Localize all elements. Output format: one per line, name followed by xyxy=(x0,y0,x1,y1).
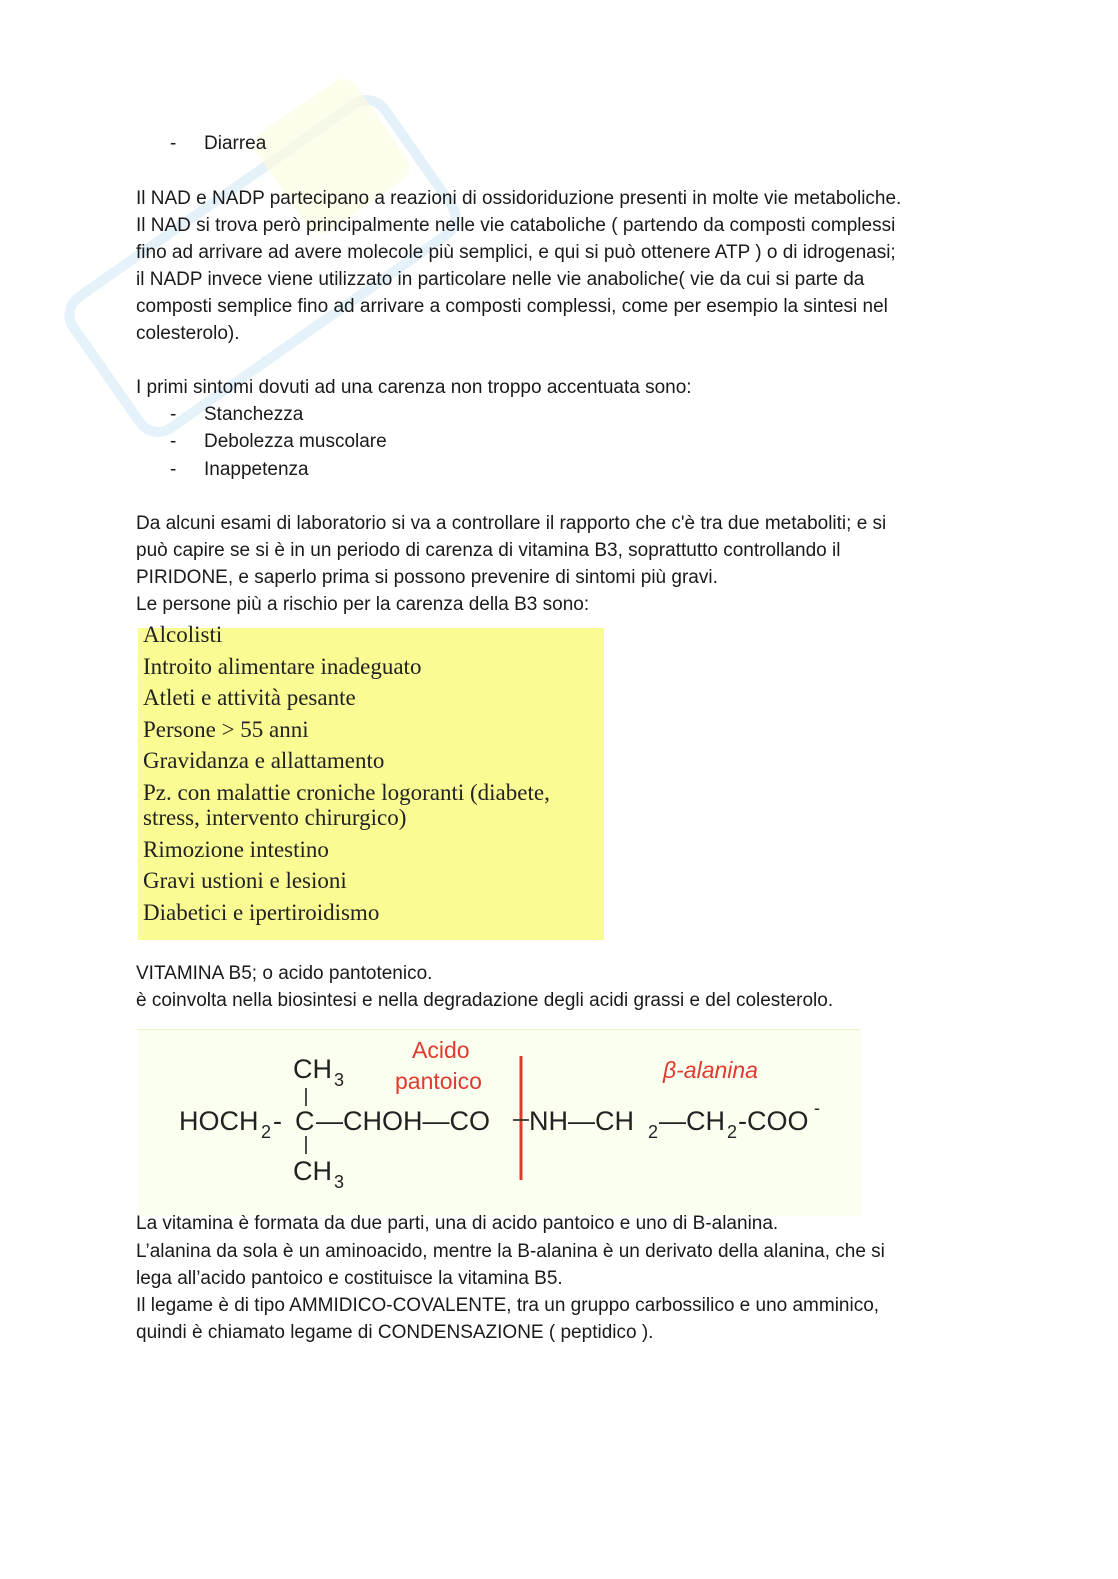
risk-item: Persone > 55 anni xyxy=(143,717,309,742)
ch2-sub-2: 2 xyxy=(727,1122,738,1142)
para-b5-line: Il legame è di tipo AMMIDICO-COVALENTE, tra un gruppo carbossilico e uno amminico, xyxy=(136,1295,880,1316)
risk-item: Alcolisti xyxy=(143,622,223,647)
b5-description: è coinvolta nella biosintesi e nella degradazione degli acidi grassi e del colesterolo. xyxy=(136,990,834,1011)
para-nad-line: il NADP invece viene utilizzato in particolare nelle vie anaboliche( vie da cui si parte da xyxy=(136,269,865,290)
chain-nhch: NH—CH xyxy=(529,1106,634,1136)
para-nad-line: Il NAD e NADP partecipano a reazioni di ossidoriduzione presenti in molte vie metaboliche. xyxy=(136,188,902,209)
ch3-bottom-sub: 3 xyxy=(334,1172,345,1192)
label-acido: Acido xyxy=(412,1037,470,1063)
pantothenic-acid-formula xyxy=(137,1029,861,1216)
hoch2-sub: 2 xyxy=(261,1122,272,1142)
risk-item: Gravi ustioni e lesioni xyxy=(143,868,347,893)
para-nad-line: composti semplice fino ad arrivare a composti complessi, come per esempio la sintesi nel xyxy=(136,296,888,317)
bullet-dash: - xyxy=(170,431,177,452)
risk-item: Gravidanza e allattamento xyxy=(143,748,385,773)
b5-heading: VITAMINA B5; o acido pantotenico. xyxy=(136,963,433,984)
risk-item: Introito alimentare inadeguato xyxy=(143,654,422,679)
para-lab-line: Le persone più a rischio per la carenza della B3 sono: xyxy=(136,594,590,615)
hoch2-group: HOCH xyxy=(179,1106,259,1136)
central-carbon: C xyxy=(295,1106,315,1136)
chain-chohco: —CHOH—CO xyxy=(316,1106,490,1136)
para-nad-line: fino ad arrivare ad avere molecole più semplici, e qui si può ottenere ATP ) o di idrogenasi; xyxy=(136,242,896,263)
symptom-item: Inappetenza xyxy=(204,459,309,480)
para-b5-line: lega all’acido pantoico e costituisce la vitamina B5. xyxy=(136,1268,563,1289)
ch3-bottom: CH xyxy=(293,1156,332,1186)
label-beta-alanina: β-alanina xyxy=(663,1057,758,1083)
para-lab-line: PIRIDONE, e saperlo prima si possono prevenire di sintomi più gravi. xyxy=(136,567,718,588)
symptom-item: Stanchezza xyxy=(204,404,304,425)
ch2-sub-1: 2 xyxy=(648,1122,659,1142)
risk-item: Diabetici e ipertiroidismo xyxy=(143,900,380,925)
para-b5-line: L’alanina da sola è un aminoacido, mentre la B-alanina è un derivato della alanina, che si xyxy=(136,1241,885,1262)
bond-dash: - xyxy=(273,1106,282,1136)
para-lab-line: può capire se si è in un periodo di carenza di vitamina B3, soprattutto controllando il xyxy=(136,540,841,561)
carboxylate: -COO xyxy=(738,1106,809,1136)
risk-item: stress, intervento chirurgico) xyxy=(143,805,407,830)
bullet-dash: - xyxy=(170,459,177,480)
charge-minus: - xyxy=(814,1098,820,1118)
para-lab-line: Da alcuni esami di laboratorio si va a controllare il rapporto che c'è tra due metaboliti; e si xyxy=(136,513,887,534)
label-pantoico: pantoico xyxy=(395,1068,482,1094)
risk-item: Pz. con malattie croniche logoranti (diabete, xyxy=(143,780,550,805)
para-b5-line: quindi è chiamato legame di CONDENSAZIONE ( peptidico ). xyxy=(136,1322,654,1343)
risk-item: Atleti e attività pesante xyxy=(143,685,356,710)
chain-ch2: —CH xyxy=(659,1106,725,1136)
ch3-top-sub: 3 xyxy=(334,1070,345,1090)
ch3-top: CH xyxy=(293,1054,332,1084)
risk-item: Rimozione intestino xyxy=(143,837,329,862)
symptom-item: Debolezza muscolare xyxy=(204,431,387,452)
para-b5-line: La vitamina è formata da due parti, una di acido pantoico e uno di B-alanina. xyxy=(136,1213,779,1234)
para-nad-line: colesterolo). xyxy=(136,323,240,344)
bullet-dash: - xyxy=(170,133,177,154)
para-nad-line: Il NAD si trova però principalmente nelle vie cataboliche ( partendo da composti complessi xyxy=(136,215,896,236)
bullet-diarrea: Diarrea xyxy=(204,133,267,154)
bullet-dash: - xyxy=(170,404,177,425)
symptoms-intro: I primi sintomi dovuti ad una carenza non troppo accentuata sono: xyxy=(136,377,692,398)
